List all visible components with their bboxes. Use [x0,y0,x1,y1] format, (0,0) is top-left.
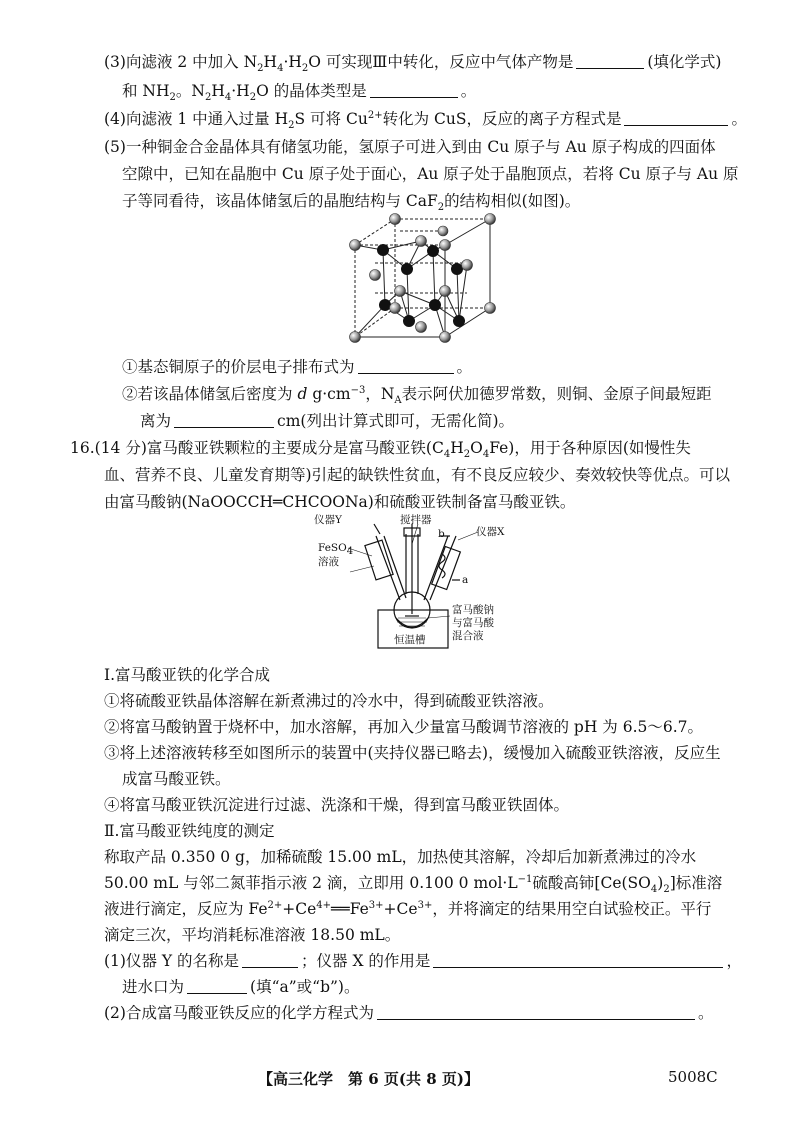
crystal-cell-diagram [335,205,515,353]
label-b: b [438,528,445,540]
answer-blank [433,951,723,968]
q15-part5-line1: (5)一种铜金合金晶体具有储氢功能，氢原子可进入到由 Cu 原子与 Au 原子构成的四面体 [104,138,716,156]
label-instrument-y: 仪器Y [314,514,342,526]
q15-part4: (4)向滤液 1 中通入过量 $H_2S$ 可将 $Cu^{2+}$转化为 CuS，反应的离子方程式是 。 [104,109,747,132]
q16-intro-line1: 16.(14 分)富马酸亚铁颗粒的主要成分是富马酸亚铁$(C_4H_2O_4Fe)$，用于各种原因(如慢性失 [70,439,691,461]
q16-step3-line1: ③将上述溶液转移至如图所示的装置中(夹持仪器已略去)，缓慢加入硫酸亚铁溶液，反应生 [104,744,721,762]
q16-method-line4: 滴定三次，平均消耗标准溶液 18.50 mL。 [104,926,401,944]
q16-step3-line2: 成富马酸亚铁。 [122,770,231,788]
page-code: 5008C [668,1068,718,1086]
q16-intro-line2: 血、营养不良、儿童发育期等)引起的缺铁性贫血，有不良反应较少、奏效较快等优点。可以 [104,466,731,484]
label-mix-1: 富马酸钠 [452,604,494,616]
label-mix-3: 混合液 [452,630,484,642]
q16-step2: ②将富马酸钠置于烧杯中，加水溶解，再加入少量富马酸调节溶液的 pH 为 6.5～6.7。 [104,718,704,736]
q16-step1: ①将硫酸亚铁晶体溶解在新煮沸过的冷水中，得到硫酸亚铁溶液。 [104,692,554,710]
label-feso4: FeSO$_4$ [318,542,354,558]
q16-section1-title: Ⅰ.富马酸亚铁的化学合成 [104,666,271,684]
q15-sub1: ①基态铜原子的价层电子排布式为 。 [122,358,473,376]
q16-question1-line2: 进水口为 (填“a”或“b”)。 [122,978,360,996]
answer-blank [187,977,247,994]
q16-section2-title: Ⅱ.富马酸亚铁纯度的测定 [104,822,275,840]
q16-question1-line1: (1)仪器 Y 的名称是 ；仪器 X 的作用是 ， [104,952,742,970]
page-footer: 【高三化学 第 6 页(共 8 页)】 [258,1070,479,1088]
q16-intro-line3: 由富马酸钠(NaOOCCH═CHCOONa)和硫酸亚铁制备富马酸亚铁。 [104,493,576,511]
q16-method-line3: 液进行滴定，反应为 $Fe^{2+}+Ce^{4+}══Fe^{3+}+Ce^{3+}$，并将滴定的结果用空白试验校正。平行 [104,899,712,918]
answer-blank [174,411,274,428]
answer-blank [370,81,458,98]
q15-sub2-line1: ②若该晶体储氢后密度为 d $g\cdot cm^{-3}$，$N_A$表示阿伏加德罗常数，则铜、金原子间最短距 [122,384,712,407]
q16-step4: ④将富马酸亚铁沉淀进行过滤、洗涤和干燥，得到富马酸亚铁固体。 [104,796,570,814]
label-solution: 溶液 [318,556,339,568]
label-stirrer: 搅拌器 [400,514,432,526]
answer-blank [242,951,298,968]
q15-sub2-line2: 离为 cm(列出计算式即可，无需化简)。 [140,412,514,430]
q15-part5-line2: 空隙中，已知在晶胞中 Cu 原子处于面心，Au 原子处于晶胞顶点，若将 Cu 原子与 Au 原 [122,165,739,183]
q16-method-line2: 50.00 mL 与邻二氮菲指示液 2 滴，立即用 0.100 0 $mol\cdot L^{-1}$硫酸高铈$[Ce(SO_4)_2]$标准溶 [104,873,723,896]
answer-blank [576,52,644,69]
q15-part3-line1: (3)向滤液 2 中加入 $N_2H_4\cdot H_2O$ 可实现Ⅲ中转化，反应中气体产物是 (填化学式) [104,53,722,75]
answer-blank [358,357,454,374]
answer-blank [377,1003,695,1020]
answer-blank [624,109,728,126]
label-bath: 恒温槽 [394,634,426,646]
label-a: a [462,574,469,586]
apparatus-figure [300,514,520,654]
q15-part5-line3: 子等同看待，该晶体储氢后的晶胞结构与 CaF$_2$的结构相似(如图)。 [122,192,581,214]
q16-method-line1: 称取产品 0.350 0 g，加稀硫酸 15.00 mL，加热使其溶解，冷却后加新煮沸过的冷水 [104,848,697,866]
label-instrument-x: 仪器X [476,526,505,538]
label-mix-2: 与富马酸 [452,617,494,629]
q15-part3-line2: 和 $NH_2$。$N_2H_4\cdot H_2O$ 的晶体类型是 。 [122,82,477,104]
q16-question2: (2)合成富马酸亚铁反应的化学方程式为 。 [104,1004,714,1022]
